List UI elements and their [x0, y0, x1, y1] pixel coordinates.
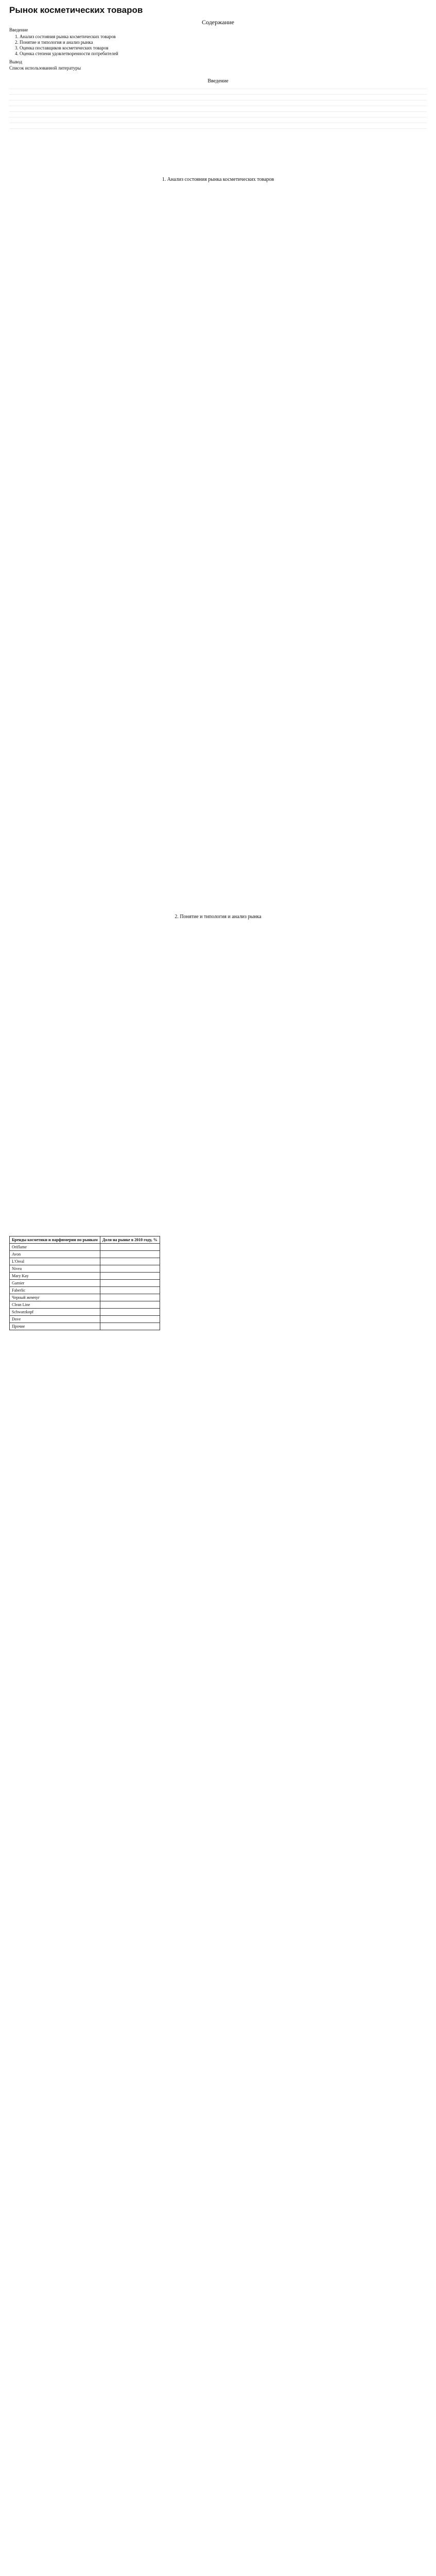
table-cell	[100, 1315, 160, 1323]
table-cell	[100, 1243, 160, 1250]
table-cell: Oriflame	[10, 1243, 100, 1250]
table-cell: Nivea	[10, 1265, 100, 1272]
table-row	[10, 1294, 160, 1301]
table-cell: Avon	[10, 1250, 100, 1258]
table-cell	[100, 1265, 160, 1272]
table-header: Доля на рынке в 2010 году, %	[100, 1236, 160, 1243]
table-cell	[100, 1301, 160, 1308]
table-cell: Clean Line	[10, 1301, 100, 1308]
table-cell: Faberlic	[10, 1286, 100, 1294]
section-1-text	[9, 185, 427, 907]
intro-text-block	[9, 87, 427, 170]
table-row	[10, 1265, 160, 1272]
toc-conclusion: Вывод	[9, 59, 23, 65]
table-cell: Dove	[10, 1315, 100, 1323]
table-cell	[100, 1250, 160, 1258]
table-cell: Schwarzkopf	[10, 1308, 100, 1315]
table-header: Бренды косметики и парфюмерии по рынкам	[10, 1236, 100, 1243]
toc-heading: Содержание	[202, 19, 234, 26]
table-row	[10, 1323, 160, 1330]
table-row	[10, 1243, 160, 1250]
table-cell	[100, 1294, 160, 1301]
table-row	[10, 1272, 160, 1279]
toc-item: 1. Анализ состояния рынка косметических товаров	[20, 34, 427, 39]
toc-list	[20, 34, 427, 56]
market-share-table-wrap	[9, 1236, 427, 1330]
table-row	[10, 1279, 160, 1286]
table-row	[10, 1315, 160, 1323]
table-cell: Garnier	[10, 1279, 100, 1286]
toc-intro: Введение	[9, 27, 28, 32]
table-cell	[100, 1258, 160, 1265]
toc-item: 4. Оценка степени удовлетворенности потребителей	[20, 51, 427, 56]
table-row	[10, 1286, 160, 1294]
table-cell	[100, 1286, 160, 1294]
post-table-text	[9, 1334, 427, 2576]
toc-item: 2. Понятие и типология и анализ рынка	[20, 40, 427, 45]
document-title: Рынок косметических товаров	[9, 5, 143, 15]
toc-item: 3. Оценка поставщиков косметических товаров	[20, 45, 427, 50]
section-2-text	[9, 923, 427, 1232]
table-row	[10, 1258, 160, 1265]
market-share-table	[9, 1236, 160, 1330]
section-intro-title: Введение	[207, 78, 229, 84]
table-cell	[100, 1272, 160, 1279]
section-1-title: 1. Анализ состояния рынка косметических товаров	[162, 176, 274, 182]
table-cell: Прочие	[10, 1323, 100, 1330]
toc-references: Список использованной литературы	[9, 65, 81, 71]
table-cell	[100, 1323, 160, 1330]
table-cell: Mary Kay	[10, 1272, 100, 1279]
table-cell	[100, 1279, 160, 1286]
table-cell: Черный жемчуг	[10, 1294, 100, 1301]
table-cell: L'Oreal	[10, 1258, 100, 1265]
section-2-title: 2. Понятие и типология и анализ рынка	[175, 913, 261, 920]
table-cell	[100, 1308, 160, 1315]
table-row	[10, 1308, 160, 1315]
table-row	[10, 1301, 160, 1308]
table-row	[10, 1250, 160, 1258]
